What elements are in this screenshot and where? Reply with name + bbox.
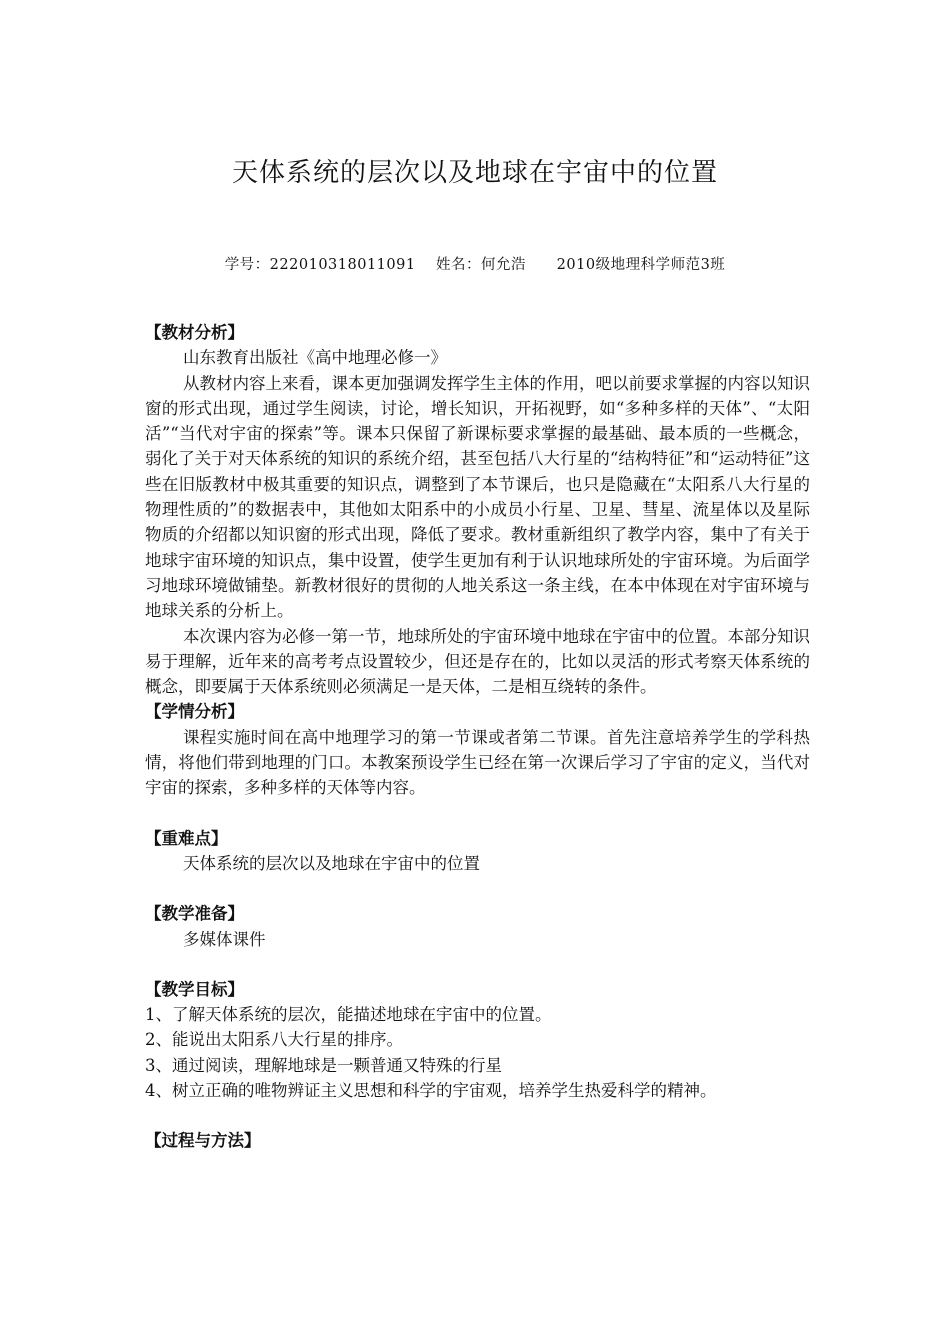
section-heading: 【重难点】 <box>145 828 228 848</box>
student-class: 2010级地理科学师范3班 <box>556 257 726 273</box>
paragraph: 天体系统的层次以及地球在宇宙中的位置 <box>182 853 480 873</box>
list-item: 2、能说出太阳系八大行星的排序。 <box>145 1030 403 1050</box>
section-heading: 【学情分析】 <box>145 702 244 722</box>
paragraph: 从教材内容上来看，课本更加强调发挥学生主体的作用，吧以前要求掌握的内容以知识窗的形式出现，通过学生阅读，讨论，增长知识，开拓视野，如“多种多样的天体”、“太阳活”“当代对宇宙的探索”等。课本只保留了新课标要求掌握的最基础、最本质的一些概念，弱化了关于对天体系统的知识的系统介绍，甚至包括八大行星的“结构特征”和“运动特征”这些在旧版教材中极其重要的知识点，调整到了本节课后，也只是隐藏在“太阳系八大行星的物理性质的”的数据表中，其他如太阳系中的小成员小行星、卫星、彗星、流星体以及星际物质的介绍都以知识窗的形式出现，降低了要求。教材重新组织了教学内容，集中了有关于地球宇宙环境的知识点，集中设置，使学生更加有利于认识地球所处的宇宙环境。为后面学习地球环境做铺垫。新教材很好的贯彻的人地关系这一条主线，在本中体现在对宇宙环境与地球关系的分析上。 <box>145 373 810 621</box>
spacer <box>145 876 810 901</box>
textbook-source: 山东教育出版社《高中地理必修一》 <box>182 348 447 368</box>
list-item: 3、通过阅读，理解地球是一颗普通又特殊的行星 <box>145 1055 502 1075</box>
student-name: 姓名：何允浩 <box>436 257 527 273</box>
document-title: 天体系统的层次以及地球在宇宙中的位置 <box>231 158 718 188</box>
paragraph: 多媒体课件 <box>182 929 266 949</box>
student-id: 学号：222010318011091 <box>224 257 416 273</box>
author-info <box>0 253 950 274</box>
paragraph: 课程实施时间在高中地理学习的第一节课或者第二节课。首先注意培养学生的学科热情，将他们带到地理的门口。本教案预设学生已经在第一次课后学习了宇宙的定义，当代对宇宙的探索，多种多样的天体等内容。 <box>145 727 810 798</box>
section-preparation <box>145 901 810 952</box>
spacer <box>145 952 810 977</box>
spacer <box>145 1103 810 1128</box>
section-student-analysis <box>145 699 810 800</box>
spacer <box>145 801 810 826</box>
section-heading: 【教材分析】 <box>145 323 244 342</box>
section-process <box>145 1128 810 1153</box>
list-item: 4、树立正确的唯物辨证主义思想和科学的宇宙观，培养学生热爱科学的精神。 <box>145 1081 717 1101</box>
section-objectives <box>145 977 810 1103</box>
paragraph: 本次课内容为必修一第一节，地球所处的宇宙环境中地球在宇宙中的位置。本部分知识易于理解，近年来的高考考点设置较少，但还是存在的，比如以灵活的形式考察天体系统的概念，即要属于天体系统则必须满足一是天体，二是相互绕转的条件。 <box>145 626 810 697</box>
list-item: 1、了解天体系统的层次，能描述地球在宇宙中的位置。 <box>145 1005 552 1025</box>
section-heading: 【教学准备】 <box>145 904 244 924</box>
document-body <box>145 320 810 1154</box>
section-heading: 【教学目标】 <box>145 979 244 999</box>
section-textbook-analysis <box>145 320 810 699</box>
section-heading: 【过程与方法】 <box>145 1131 261 1151</box>
section-key-points <box>145 826 810 877</box>
